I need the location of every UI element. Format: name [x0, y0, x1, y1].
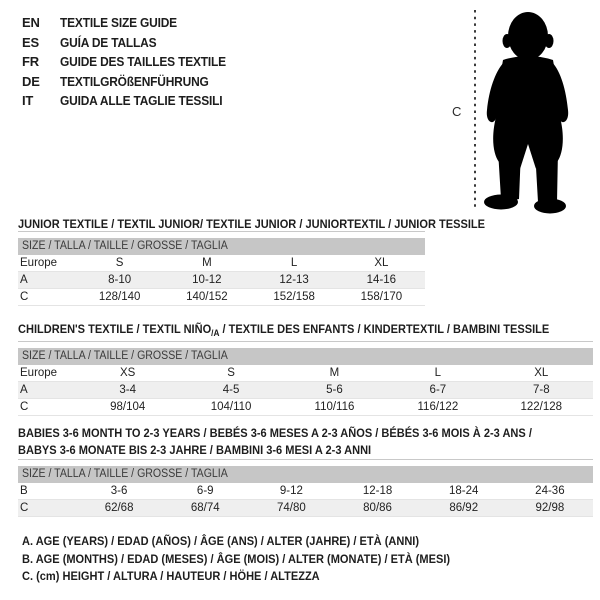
row-label: Europe: [18, 365, 76, 382]
babies-heading-line2: BABYS 3-6 MONATE BIS 2-3 JAHRE / BAMBINI 3-6 MESI A 2-3 ANNI: [18, 443, 372, 457]
lang-code: ES: [22, 34, 39, 50]
cell: 4-5: [179, 382, 282, 399]
table-row: [18, 365, 593, 382]
lang-row-fr: [22, 52, 240, 72]
lang-row-it: [22, 91, 240, 111]
cell: 80/86: [334, 500, 420, 517]
row-label: B: [18, 483, 76, 500]
cell: M: [283, 365, 386, 382]
row-label: C: [18, 289, 76, 306]
row-label: A: [18, 272, 76, 289]
lang-row-de: [22, 72, 240, 92]
baby-height-figure: [438, 2, 600, 230]
size-header-bar: [18, 238, 425, 255]
size-header-text: SIZE / TALLA / TAILLE / GRÖSSE / TAGLIA: [22, 350, 228, 362]
table-row: [18, 255, 425, 272]
cell: 92/98: [507, 500, 593, 517]
cell: 68/74: [162, 500, 248, 517]
cell: 6-9: [162, 483, 248, 500]
cell: 74/80: [248, 500, 334, 517]
lang-title: TEXTILE SIZE GUIDE: [60, 15, 177, 31]
cell: 24-36: [507, 483, 593, 500]
cell: 6-7: [386, 382, 489, 399]
cell: 62/68: [76, 500, 162, 517]
cell: 10-12: [163, 272, 250, 289]
cell: 128/140: [76, 289, 163, 306]
note-text: C. (cm) HEIGHT / ALTURA / HAUTEUR / HÖHE / ALTEZZA: [22, 569, 320, 583]
junior-size-table: [18, 231, 425, 306]
legend-notes: [22, 533, 487, 586]
lang-row-en: [22, 13, 240, 33]
cell: 7-8: [490, 382, 593, 399]
cell: 3-6: [76, 483, 162, 500]
cell: L: [386, 365, 489, 382]
size-header-bar: [18, 348, 593, 365]
cell: 98/104: [76, 399, 179, 416]
children-heading-text: [18, 321, 549, 339]
lang-title: TEXTILGRÖßENFÜHRUNG: [60, 73, 209, 89]
cell: 158/170: [338, 289, 425, 306]
cell: 8-10: [76, 272, 163, 289]
cell: 9-12: [248, 483, 334, 500]
cell: 14-16: [338, 272, 425, 289]
table-row: [18, 483, 593, 500]
lang-code: FR: [22, 54, 39, 70]
cell: 104/110: [179, 399, 282, 416]
cell: 3-4: [76, 382, 179, 399]
note-age-years: [22, 533, 487, 551]
babies-size-table: [18, 459, 593, 517]
lang-code: DE: [22, 73, 40, 89]
cell: 18-24: [421, 483, 507, 500]
cell: 86/92: [421, 500, 507, 517]
cell: L: [251, 255, 338, 272]
children-heading-post: / TEXTILE DES ENFANTS / KINDERTEXTIL / BAMBINI TESSILE: [219, 322, 550, 336]
note-height-cm: [22, 568, 487, 586]
cell: 122/128: [490, 399, 593, 416]
cell: XL: [338, 255, 425, 272]
cell: 12-18: [334, 483, 420, 500]
cell: XS: [76, 365, 179, 382]
row-label: Europe: [18, 255, 76, 272]
children-section-heading: [18, 321, 595, 339]
table-row: [18, 272, 425, 289]
lang-title: GUÍA DE TALLAS: [60, 34, 157, 50]
children-heading-pre: CHILDREN'S TEXTILE / TEXTIL NIÑO: [18, 322, 212, 336]
children-heading-sub: /A: [211, 327, 220, 338]
note-text: B. AGE (MONTHS) / EDAD (MESES) / ÂGE (MOIS) / ALTER (MONATE) / ETÀ (MESI): [22, 551, 451, 566]
table-row: [18, 382, 593, 399]
cell: 5-6: [283, 382, 386, 399]
cell: S: [179, 365, 282, 382]
lang-title: GUIDE DES TAILLES TEXTILE: [60, 54, 226, 70]
cell: M: [163, 255, 250, 272]
cell: XL: [490, 365, 593, 382]
table-row: [18, 500, 593, 517]
baby-silhouette-icon: [438, 2, 600, 230]
cell: S: [76, 255, 163, 272]
cell: 140/152: [163, 289, 250, 306]
lang-code: EN: [22, 15, 40, 31]
table-row: [18, 289, 425, 306]
babies-section-heading: [18, 425, 577, 459]
children-size-table: [18, 341, 593, 416]
babies-heading-line1: BABIES 3-6 MONTH TO 2-3 YEARS / BEBÉS 3-6 MESES A 2-3 AÑOS / BÉBÉS 3-6 MOIS À 2-3 ANS /: [18, 426, 532, 440]
note-age-months: [22, 551, 487, 569]
height-measure-label: C: [452, 104, 462, 119]
note-text: A. AGE (YEARS) / EDAD (AÑOS) / ÂGE (ANS) / ALTER (JAHRE) / ETÀ (ANNI): [22, 534, 420, 548]
lang-code: IT: [22, 93, 34, 109]
junior-heading-text: JUNIOR TEXTILE / TEXTIL JUNIOR/ TEXTILE JUNIOR / JUNIORTEXTIL / JUNIOR TESSILE: [18, 217, 486, 231]
size-header-text: SIZE / TALLA / TAILLE / GRÖSSE / TAGLIA: [22, 468, 228, 480]
lang-row-es: [22, 33, 240, 53]
language-title-list: [22, 13, 240, 111]
cell: 152/158: [251, 289, 338, 306]
row-label: C: [18, 500, 76, 517]
cell: 12-13: [251, 272, 338, 289]
size-header-bar: [18, 466, 593, 483]
row-label: C: [18, 399, 76, 416]
size-header-text: SIZE / TALLA / TAILLE / GRÖSSE / TAGLIA: [22, 240, 228, 252]
row-label: A: [18, 382, 76, 399]
lang-title: GUIDA ALLE TAGLIE TESSILI: [60, 93, 223, 109]
cell: 110/116: [283, 399, 386, 416]
table-row: [18, 399, 593, 416]
cell: 116/122: [386, 399, 489, 416]
